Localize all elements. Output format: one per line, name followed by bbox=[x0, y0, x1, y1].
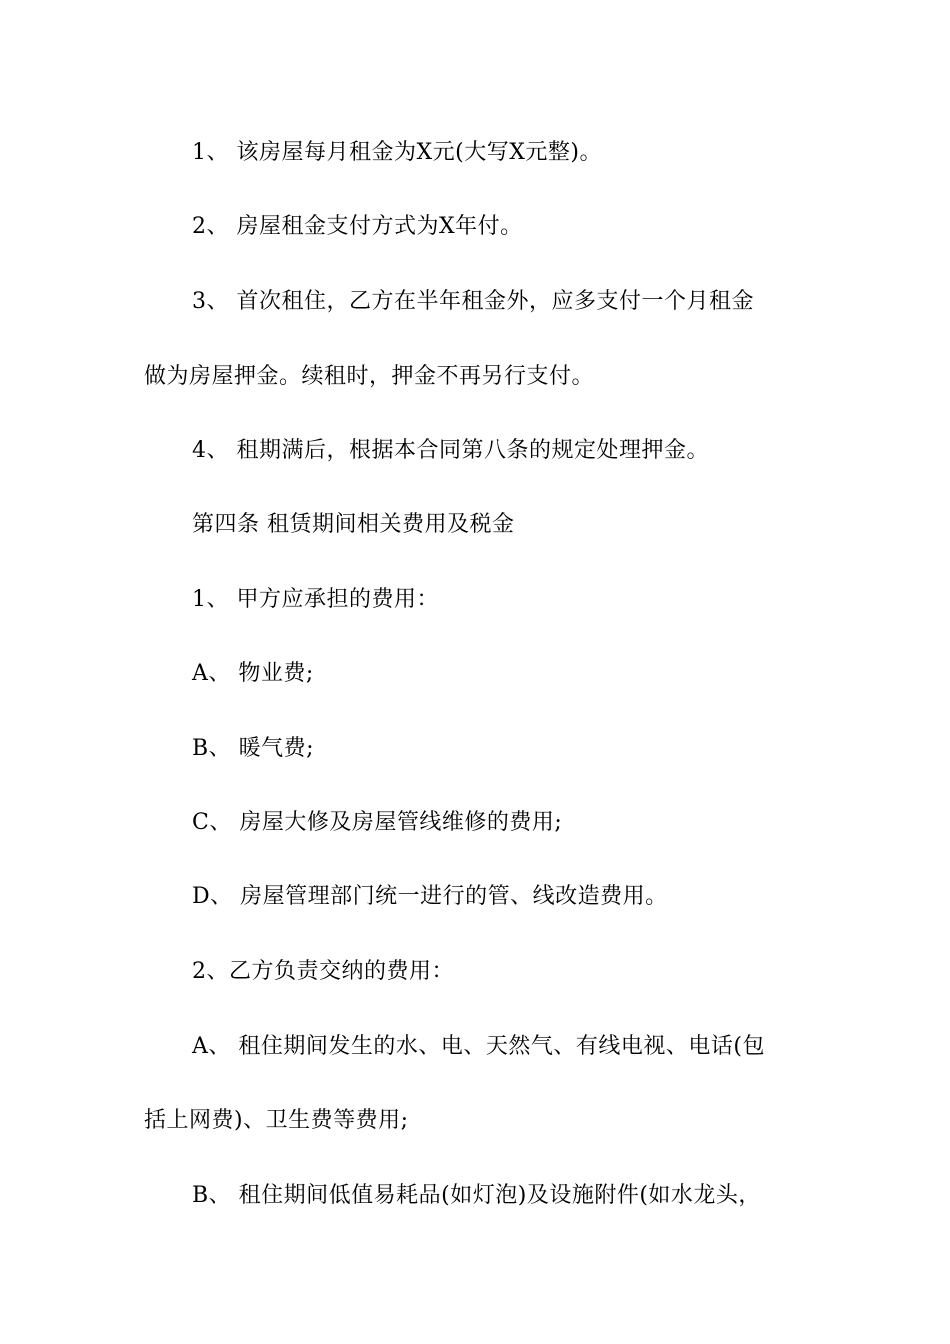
clause-deposit-continued: 做为房屋押金。续租时，押金不再另行支付。 bbox=[144, 364, 595, 389]
clause-rent-amount: 1、 该房屋每月租金为X元(大写X元整)。 bbox=[192, 140, 602, 165]
list-item-pipeline-renovation: D、 房屋管理部门统一进行的管、线改造费用。 bbox=[192, 884, 668, 909]
section-heading-article-four: 第四条 租赁期间相关费用及税金 bbox=[192, 512, 515, 537]
clause-party-b-costs: 2、乙方负责交纳的费用： bbox=[192, 959, 454, 984]
list-item-utilities-continued: 括上网费)、卫生费等费用; bbox=[144, 1108, 409, 1133]
clause-payment-method: 2、 房屋租金支付方式为X年付。 bbox=[192, 214, 523, 239]
list-item-consumables: B、 租住期间低值易耗品(如灯泡)及设施附件(如水龙头， bbox=[192, 1183, 761, 1208]
clause-deposit-handling: 4、 租期满后，根据本合同第八条的规定处理押金。 bbox=[192, 438, 709, 463]
list-item-major-repair: C、 房屋大修及房屋管线维修的费用; bbox=[192, 810, 563, 835]
clause-deposit: 3、 首次租住，乙方在半年租金外，应多支付一个月租金 bbox=[192, 289, 754, 314]
list-item-property-fee: A、 物业费; bbox=[192, 661, 314, 686]
list-item-utilities: A、 租住期间发生的水、电、天然气、有线电视、电话(包 bbox=[192, 1034, 765, 1059]
clause-party-a-costs: 1、 甲方应承担的费用： bbox=[192, 587, 439, 612]
list-item-heating-fee: B、 暖气费; bbox=[192, 736, 315, 761]
